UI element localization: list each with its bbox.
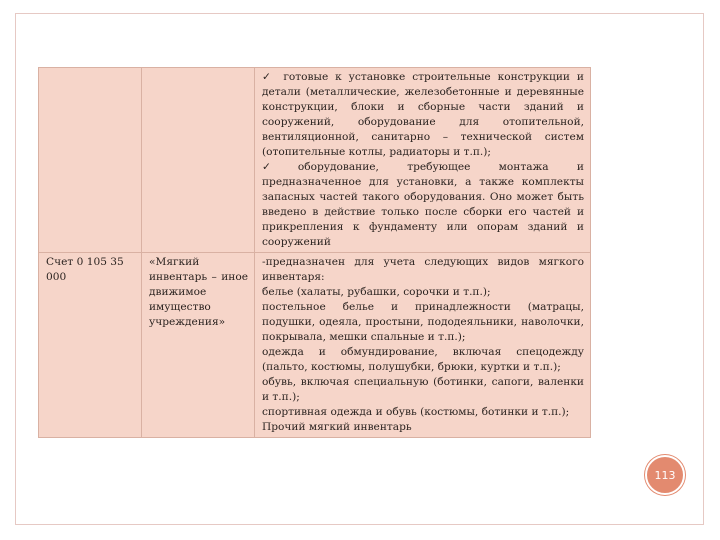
details-cell [255,253,591,438]
description-cell: «Мягкий инвентарь – иное движимое имущество учреждения» [142,253,255,438]
table-row [39,68,591,253]
account-cell: Счет 0 105 35 000 [39,253,142,438]
detail-line: обувь, включая специальную (ботинки, сапоги, валенки и т.п.); [262,376,584,403]
table-row [39,253,591,438]
description-cell [142,68,255,253]
details-cell [255,68,591,253]
bullet-item: ✓ оборудование, требующее монтажа и предназначенное для установки, а также комплекты запасных частей такого оборудования. Оно может быть введено в действие только после сборки его частей и прикрепления к фундаменту или опорам зданий и сооружений [262,161,584,248]
checkmark-icon: ✓ [262,71,275,83]
detail-line: постельное белье и принадлежности (матрацы, подушки, одеяла, простыни, пододеяльники, наволочки, покрывала, мешки спальные и т.п.); [262,301,584,343]
detail-line: спортивная одежда и обувь (костюмы, ботинки и т.п.); [262,406,570,418]
detail-line: -предназначен для учета следующих видов мягкого инвентаря: [262,256,584,283]
page-number-badge: 113 [645,455,685,495]
detail-line: Прочий мягкий инвентарь [262,421,412,433]
detail-line: одежда и обмундирование, включая спецодежду (пальто, костюмы, полушубки, брюки, куртки и т.п.); [262,346,584,373]
content-table [38,67,591,438]
detail-line: белье (халаты, рубашки, сорочки и т.п.); [262,286,491,298]
bullet-item: ✓ готовые к установке строительные конструкции и детали (металлические, железобетонные и деревянные конструкции, блоки и сборные части зданий и сооружений, оборудование для отопительной, вентиляционной, санитарно – технической систем (отопительные котлы, радиаторы и т.п.); [262,71,584,158]
account-cell [39,68,142,253]
checkmark-icon: ✓ [262,161,296,173]
